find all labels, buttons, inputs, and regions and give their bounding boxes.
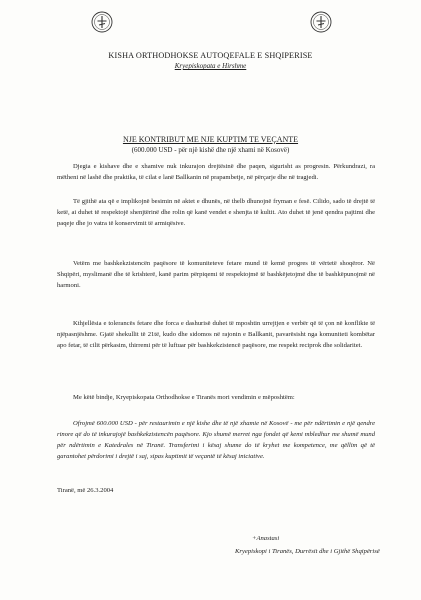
paragraph-5: Me këtë bindje, Kryepiskopata Orthodhokse e Tiranës mori vendimin e mëposhtëm: (73, 394, 295, 401)
paragraph-6-offer: Ofrojmë 600.000 USD - për restaurimin e një kishe dhe të një xhamie në Kosovë - me për ndërtimin e një qendre rinore që do të inkurajojë bashkekzistencën paqësore. Kjo shumë merret nga fondet që kemi mbledhur me shumë mund për ndërtimin e Katedrales në Tiranë. Transferimi i kësaj shume do të kryhet me kompetence, me qëllim që të garantohet përdorimi i drejtë i saj, sipas kuptimit të veçantë të kësaj iniciative. (57, 420, 375, 460)
organization-name: KISHA ORTHODHOKSE AUTOQEFALE E SHQIPERISE (108, 51, 313, 60)
document-subtitle: (600.000 USD - për një kishë dhe një xhami në Kosovë) (131, 146, 290, 154)
paragraph-3: Vetëm me bashkekzistencën paqësore të komuniteteve fetare mund të kemë progres të vërtetë shoqëror. Në Shqipëri, myslimanë dhe të krishterë, kanë parim përpiqemi të respektojmë të bashkëjetojmë dhe të bashkëpunojmë në harmoni. (57, 260, 375, 289)
signature-name: +Anastasi (252, 535, 280, 542)
signature-title: Kryepiskopi i Tiranës, Durrësit dhe i Gjithë Shqipërisë (235, 548, 380, 555)
paragraph-2: Të gjithë ata që e implikojnë besimin në aktet e dhunës, në thelb dhunojnë fryman e fesë. Cilido, sado të drejtë të ketë, ai duhet të respektojë shenjtërinë dhe rolin që kanë vendet e shenjta të kultit. Ato duhet të jenë qendra pajtimi dhe paqeje dhe jo vatra të konservimit të armiqësive. (57, 198, 375, 227)
church-seal-left-icon (91, 11, 113, 33)
paragraph-4: Kthjellësia e tolerancës fetare dhe forca e dashurisë duhet të mposhtin urrejtjen e verbër që të çon në konflikte të njëpasnjëshme. Gjatë shekullit të 21të, kudo dhe sidomos në rajonin e Ballkanit, pavarësisht nga komuniteti kombëtar apo fetar, të cilit përkasim, thirremi për të luftuar për bashkekzistencë paqësore, me respekt reciprok dhe solidaritet. (57, 320, 375, 349)
document-date: Tiranë, më 26.3.2004 (57, 487, 114, 494)
church-seal-right-icon (310, 11, 332, 33)
paragraph-1: Djegia e kishave dhe e xhamive nuk inkurajon drejtësinë dhe paqen, sigurisht as progresin. Përkundrazi, ra mëtheni në lashë dhe praktika, të cilat e lanë Ballkanin në prapambetje, në përçarje dhe në tragjedi. (57, 163, 375, 181)
organization-subtitle: Kryepiskopata e Hirshme (174, 62, 247, 70)
document-title: NJE KONTRIBUT ME NJE KUPTIM TE VEÇANTE (122, 135, 299, 144)
